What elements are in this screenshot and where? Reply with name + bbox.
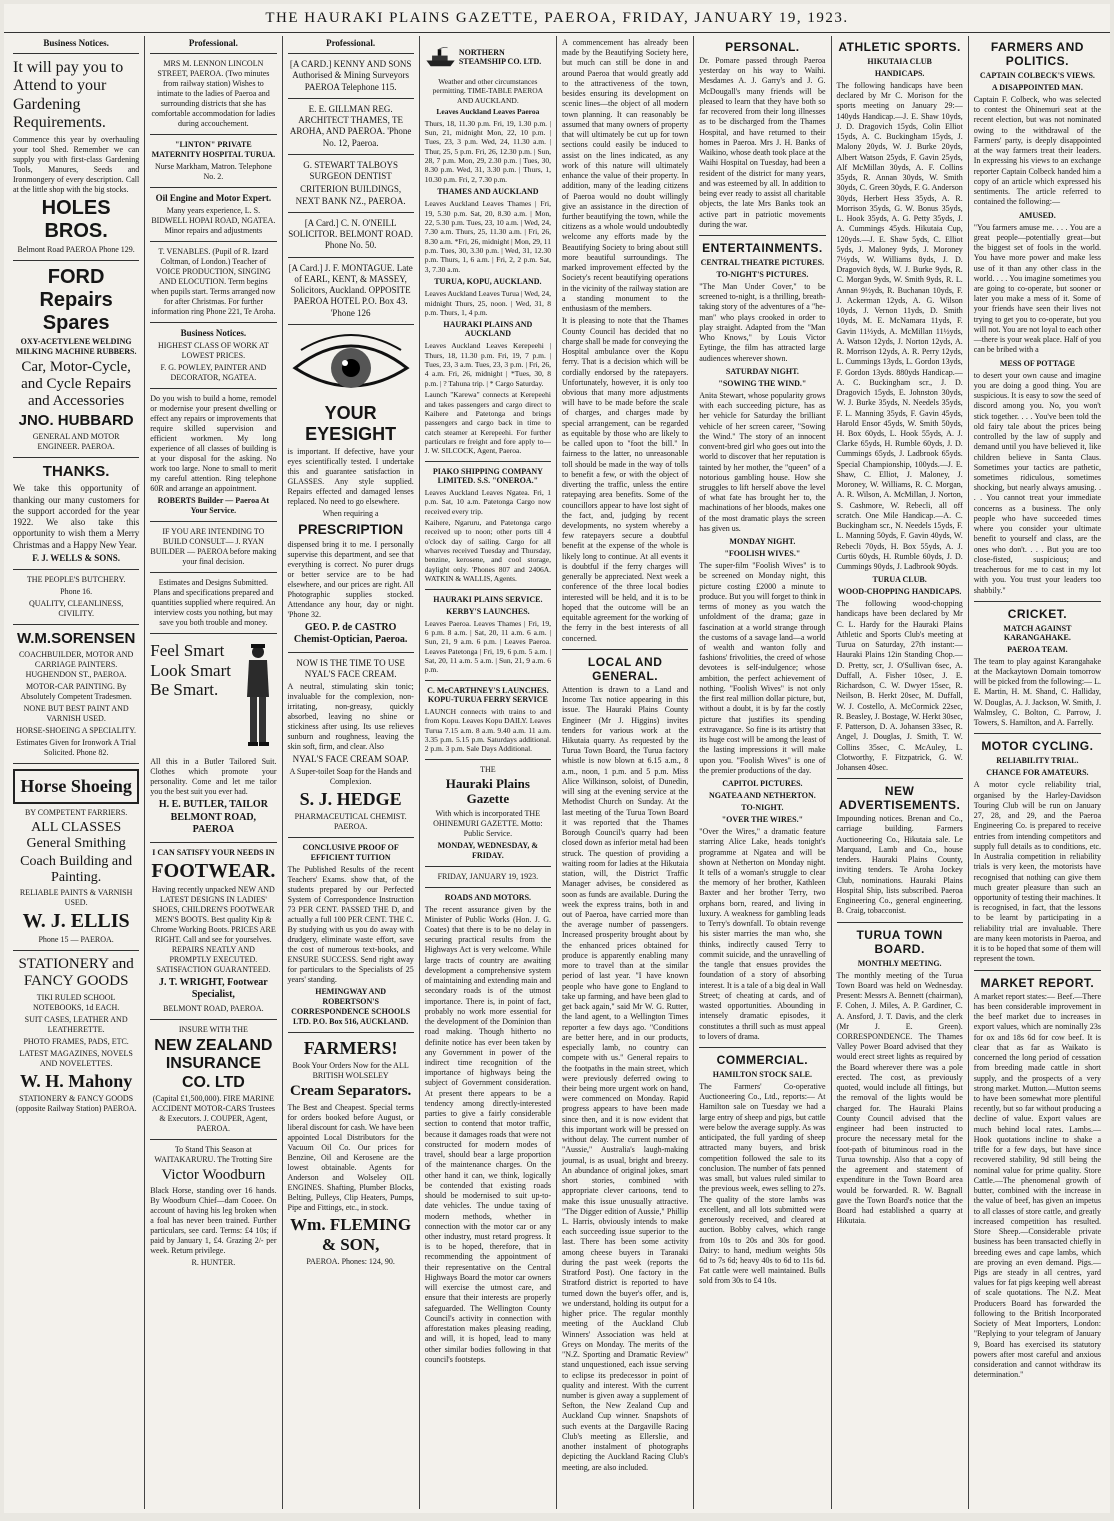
hemingway-name: HEMINGWAY AND ROBERTSON'S CORRESPONDENCE SCHOOLS LTD. P.O. Box 516, AUCKLAND. — [291, 987, 411, 1027]
column-5 — [557, 36, 694, 1509]
roads-heading: ROADS AND MOTORS. — [444, 892, 532, 902]
new-advertisements-body: Impounding notices. Brenan and Co., carriage building. Farmers Auctioneering Co., Hikutaia sale. Le Marquand, Lamb and Co., house tenders. Hauraki Plains County, inviting tenders. Te Aroha Jockey Club, nominations. Hauraki Plains Hospital Ship, lists subscribed. Paeroa Engineering Co., general engineering. B. Craig, tobacconist. — [836, 814, 963, 916]
piako-heading: PIAKO SHIPPING COMPANY LIMITED. S.S. "ONEROA." — [432, 466, 543, 485]
divider — [150, 134, 276, 135]
footwear-body: Having recently unpacked NEW AND LATEST DESIGNS IN LADIES' SHOES, CHILDREN'S FOOTWEAR MEN'S BOOTS. Best quality Kip & Chrome Working Boots. PRICES ARE RIGHT. Call and see for yourselves. REPAIRS NEATLY AND PROMPTLY EXECUTED. SATISFACTION GUARANTEED. — [150, 884, 276, 974]
divider — [699, 1047, 825, 1048]
hedge-sub: PHARMACEUTICAL CHEMIST. PAEROA. — [294, 812, 407, 832]
chance-amateurs-heading: CHANCE FOR AMATEURS. — [986, 768, 1089, 778]
amused-heading: AMUSED. — [1019, 210, 1056, 220]
handicaps-heading: HANDICAPS. — [874, 69, 925, 78]
prescription-heading: PRESCRIPTION — [298, 520, 404, 537]
mccartney-heading: C. McCARTHNEY'S LAUNCHES. KOPU-TURUA FERRY SERVICE — [427, 685, 549, 704]
criterion-address: CRITERION BUILDINGS, NEXT BANK NZ., PAEROA. — [295, 184, 406, 206]
footwear-heading: FOOTWEAR. — [151, 859, 276, 882]
sowing-wind-body: Anita Stewart, whose popularity grows with each succeeding picture, has as her vehicle for Saturday the brilliant vehicle of her screen career, "Sowing the Wind." The story of an innocent convent-bred girl who goes out into the world to discover that her reputation is tainted by her mother, the "queen" of a notorious gambling house. How she struggles to lift herself above the level of what fate has brought her to, the machinations of her bloods, makes one of the most dramatic plays the screen has given us. — [699, 390, 826, 533]
divider — [288, 324, 414, 325]
divider — [974, 733, 1101, 734]
colbeck-body: Captain F. Colbeck, who was selected to contest the Ohinemuri seat at the recent election, but was not nominated owing to the withdrawal of the Farmers' party, is deeply disappointed at the way farmers treat their leaders. In expressing his views to an exchange reporter Captain Colbeck handed him a copy of an article which expressed his sentiments. The article referred to contained the following:— — [973, 95, 1101, 207]
hedge-name: S. J. HEDGE — [299, 789, 402, 810]
athletic-sports-heading: ATHLETIC SPORTS. — [838, 40, 961, 54]
farmers-politics-heading: FARMERS AND POLITICS. — [990, 40, 1084, 68]
new-advertisements-heading: NEW ADVERTISEMENTS. — [838, 784, 961, 813]
central-theatre-heading: CENTRAL THEATRE PICTURES. — [700, 257, 825, 267]
bidwell-ad: Many years experience, L. S. BIDWELL HOPAI ROAD, NGATEA. Minor repairs and adjustments — [151, 206, 276, 236]
venables-ad: T. VENABLES. (Pupil of R. Izard Coltman, of London.) Teacher of VOICE PRODUCTION, SINGING AND ELOCUTION. Term begins when pupils start. Terms arranged now for after Christmas. For further information ring Phone 221, Te Aroha. — [151, 247, 276, 317]
personal-body: Dr. Pomare passed through Paeroa yesterday on his way to Waihi. Mesdames A. J. Garry's and J. G. McDougall's many friends will be pleased to learn that they have both so far recovered from their long illnesses as to be discharged from the Thames Hospital, and have returned to their homes in Paeroa. Mrs J. H. Banks of Waikino, whose death took place at the Waihi Hospital on Tuesday, had been a resident of the district for many years, and was esteemed by all. In addition to being ever ready to assist all charitable objects, the late Mrs Banks took an active part in patriotic movements during the war. — [699, 56, 826, 229]
powley-ad: F. G. POWLEY, PAINTER AND DECORATOR, NGATEA. — [160, 363, 267, 383]
car-repairs-headline: Car, Motor-Cycle, and Cycle Repairs and Accessories — [21, 358, 132, 410]
piako-timetable: Leaves Auckland Leaves Ngatea. Fri, 1 p.m. Sat, 10 a.m. Patetonga Cargo now received every trip. — [424, 487, 551, 516]
oneill-ad: [A Card.] C. N. O'NEILL SOLICITOR. BELMONT ROAD. Phone No. 50. — [288, 217, 413, 251]
paeroa-team-heading: PAEROA TEAM. — [1007, 644, 1068, 654]
divider — [288, 154, 414, 155]
gazette-nameplate: Hauraki Plains Gazette — [445, 775, 530, 806]
divider — [13, 624, 139, 625]
masthead-title: THE HAURAKI PLAINS GAZETTE, PAEROA, FRIDAY, JANUARY 19, 1923. — [265, 9, 849, 26]
divider — [150, 1139, 276, 1140]
thames-auckland-heading: THAMES AND AUCKLAND — [437, 187, 539, 197]
kerby-timetable: Leaves Paeroa. Leaves Thames | Fri, 19, 6 p.m. 8 a.m. | Sat, 20, 11 a.m. 6 a.m. | Sun, 21, 9 a.m. 6 p.m. | Leaves Paeroa. Leaves Patetonga | Fri, 19, 6 p.m. 5 a.m. | Sat, 20, 11 a.m. 5 a.m. | Sun, 21, 9 a.m. 6 p.m. — [424, 618, 551, 675]
oil-engine-heading: Oil Engine and Motor Expert. — [155, 193, 272, 203]
turua-town-board-heading: TURUA TOWN BOARD. — [856, 927, 943, 956]
over-the-wires-heading: "OVER THE WIRES." — [721, 815, 804, 825]
linton-sub: Nurse Markham, Matron. Telephone No. 2. — [154, 162, 272, 181]
eyesight-body: is important. If defective, have your eyes scientifically tested. I undertake this and guarantee satisfaction in GLASSES. Any style supplied. Repairs effected and damaged lenses replaced. No need to go elsewhere. — [287, 446, 414, 506]
highest-class: HIGHEST CLASS OF WORK AT LOWEST PRICES. — [157, 341, 269, 361]
monday-night-heading: MONDAY NIGHT. — [729, 537, 796, 547]
divider — [425, 680, 551, 681]
tiki-notebooks: TIKI RULED SCHOOL NOTEBOOKS, 1d EACH. — [33, 992, 120, 1012]
prescription-body: dispensed bring it to me. I personally supervise this department, and see that everything is correct. No purer drugs or better service are to be had elsewhere, and our prices are right. All Photographic supplies stocked. Attendance any hour, day or night. 'Phone 32. — [287, 539, 414, 619]
roads-body: The recent assurance given by the Minister of Public Works (Hon. J. G. Coates) that there is to be no delay in securing practical results from the Highways Act is very welcome. While large tracts of country are awaiting development a comprehensive system of maintaining and extending main and secondary roads is of the utmost importance. There is, in point of fact, probably no work more essential for the development of the Dominion than road making. Though hitherto no definite notice has ever been taken by any Government in power of the indirect time recognition of the importance of highways being the subject of Government consideration. At present there appears to be a tendency among directly-interested parties to give a fairly considerable section to contend that motor traffic, because it damages roads that were not constructed for modern modes of travel, should bear a large proportion of the maintenance charges. On the other hand it can, we think, logically be contended that existing roads should be modernised to suit up-to-date vehicles. The undue taxing of modern methods, whether in connection with the motor car or any other industry, must retard progress. It is to be hoped, therefore, that in recommending the appointment of their representative on the Central Highways Board the motor car owners will exercise the utmost care, and ensure that their interests are properly safeguarded. The Wellington County Council's activity in connection with afforestation makes pleasing reading, and will, it is hoped, lead to many other similar bodies following in that council's footsteps. — [424, 904, 551, 1364]
column-3 — [283, 36, 420, 1509]
lennon-ad: MRS M. LENNON LINCOLN STREET, PAEROA. (Two minutes from railway station) Wishes to intimate to the ladies of Paeroa and surrounding districts that she has comfortable accommodation for ladies during accouchement. — [151, 59, 276, 128]
divider — [150, 1019, 276, 1020]
holes-bros-address: Belmont Road PAEROA Phone 129. — [17, 244, 135, 254]
motor-cycling-heading: MOTOR CYCLING. — [981, 739, 1094, 754]
divider — [425, 866, 551, 867]
gentleman-figure-icon — [239, 642, 277, 752]
wright-name: J. T. WRIGHT, Footwear Specialist, — [159, 976, 268, 1001]
paeroa-team-body: The team to play against Karangahake at the Mackaytown Domain tomorrow will be picked from the following:— L. E. Martin, H. M. Shand, C. Halliday, W. Douglas, A. J. Jackson, W. Smith, J. Walmsley, C. Bolton, C. Parrow, J. Towers, S. Hamilton, and A. Farrelly. — [973, 656, 1101, 728]
divider — [150, 388, 276, 389]
hauraki-auckland-heading: HAURAKI PLAINS AND AUCKLAND — [443, 320, 533, 339]
sorensen-sub: COACHBUILDER, MOTOR AND CARRIAGE PAINTERS. HUGHENDON ST., PAEROA. — [18, 650, 134, 680]
nyal-body: A neutral, stimulating skin tonic; invaluable for the complexion, non-irritating, non-greasy, quickly absorbed, leaving no shine or stickiness after using. Its use relieves sunburn and roughness, leaving the skin soft, firm, and clear. Also — [287, 682, 414, 752]
divider — [288, 98, 414, 99]
amused-body: "You farmers amuse me. . . . You are a great people—potentially great—but the biggest set of fools in the world. You have more power and make less use of it than any other class in the world. . . . You imagine sometimes you are going to co-operate, but sooner or later you make a mess of it. Some of your friends have seen their lives not trying to get you to co-operate, but you will not. You are not loyal to each other—there is your weak place. Half of you can be bribed with a — [973, 222, 1101, 355]
disappointed-man-heading: A DISAPPOINTED MAN. — [991, 83, 1083, 92]
divider — [13, 457, 139, 458]
section-header: Business Notices. — [180, 328, 247, 339]
hps-heading: HAURAKI PLAINS SERVICE. — [433, 594, 543, 604]
nyal-soap-body: A Super-toilet Soap for the Hands and Complexion. — [289, 767, 412, 787]
hubbard-sub: GENERAL AND MOTOR ENGINEER. PAEROA. — [32, 432, 120, 452]
competent-farriers: BY COMPETENT FARRIERS. — [24, 807, 128, 817]
divider — [13, 260, 139, 261]
columns — [8, 36, 1106, 1509]
mahony-name: W. H. Mahony — [19, 1070, 133, 1091]
divider — [837, 922, 963, 923]
stationery-heading: STATIONERY and FANCY GOODS — [18, 956, 134, 990]
foolish-wives-body: The super-film "Foolish Wives" is to be screened on Monday night, this picture costing £2000 a minute to produce. But you will forget to think in terms of money as you watch the unfoldment of the drama; gaze in fascination at a world strange through the customs of a savage land—a world of wealth and wanton folly and fashions' frivolities, the creed of whose devotees is self-indulgence; whose ambition, the perfect achievement of nothing. "Foolish Wives" is not only the first real million dollar picture, but, without a doubt, it is by far the costly picture that justifies its spending extravagance. So fine is its artistry that its huge cost will be among the least of the lasting impressions it will make upon you. "Foolish Wives" is one of the premier productions of the day. — [699, 561, 826, 775]
divider — [13, 950, 139, 951]
horse-shoeing-speciality: HORSE-SHOEING A SPECIALITY. — [16, 726, 136, 736]
hikutaia-club-heading: HIKUTAIA CLUB — [867, 57, 932, 66]
divider — [288, 1032, 414, 1033]
holes-bros-name: HOLES BROS. — [41, 196, 111, 242]
commercial-heading: COMMERCIAL. — [716, 1052, 809, 1067]
turua-timetable: Leaves Auckland Leaves Turua | Wed, 24, midnight Thurs, 25, noon. | Wed, 31, 8 p.m. Thurs, 1, 4 p.m. — [424, 289, 551, 317]
local-general-heading: LOCAL AND GENERAL. — [587, 654, 663, 683]
karangahake-match-heading: MATCH AGAINST KARANGAHAKE. — [1003, 623, 1072, 642]
estimates-ad: Estimates and Designs Submitted. Plans and specifications prepared and quantities supplied where required. An interview costs you nothing, but may save you both trouble and money. — [151, 578, 276, 628]
divider — [562, 649, 688, 650]
divider — [974, 970, 1101, 971]
divider — [150, 633, 276, 634]
gazette-days: MONDAY, WEDNESDAY, & FRIDAY. — [437, 840, 539, 860]
conclusive-body: The Published Results of the recent Teachers' Exams. show that, of the students prepared by our Perfected System of Correspondence Instruction 73 PER CENT. PASSED THE D, and actually a full 100 PER CENT. THE C. By studying with us you do away with drudgery, eliminate waste effort, save the cost of numerous text-books, and ENSURE SUCCESS. Send right away for particulars to the Specialists of 25 years' standing. — [287, 865, 414, 985]
cricket-heading: CRICKET. — [1007, 606, 1068, 621]
sorensen-name: W.M.SORENSEN — [16, 630, 136, 648]
divider — [288, 837, 414, 838]
insure-with: INSURE WITH THE — [178, 1024, 248, 1034]
steam-timetable: Thurs, 18, 11.30 p.m. Fri, 19, 1.30 p.m. | Sun, 21, midnight Mon, 22, 10 p.m. | Tues, 23, 3 p.m. Wed, 24, 11.30 a.m. | Thur, 25, 5 p.m. Fri, 26, 12.30 p.m. | Sun, 28, 7 p.m. Mon, 29, 2.30 p.m. | Tues, 30, 8.30 p.m. Wed, 31, 3.30 p.m. | Thurs, 1, 10.30 p.m. Fri, 2, 7.30 p.m. — [424, 118, 551, 184]
column-2 — [145, 36, 282, 1509]
ngatea-netherton-heading: NGATEA AND NETHERTON. — [708, 791, 816, 801]
gillman-ad: E. E. GILLMAN REG. ARCHITECT THAMES, TE AROHA, AND PAEROA. 'Phone No. 12, Paeroa. — [289, 103, 412, 148]
section-header: Business Notices. — [43, 38, 109, 48]
tonight-heading: TO-NIGHT. — [741, 803, 784, 813]
sowing-wind-heading: "SOWING THE WIND." — [718, 378, 807, 388]
coach-building: Coach Building and Painting. — [20, 853, 133, 886]
wright-address: BELMONT ROAD, PAEROA. — [163, 1003, 264, 1013]
steamship-sub: Weather and other circumstances permitting. TIME-TABLE PAEROA AND AUCKLAND. — [432, 77, 544, 105]
over-the-wires-body: "Over the Wires," a dramatic feature starring Alice Lake, heads tonight's programme at Ngatea and will be shown at Netherton on Monday night. It tells of a woman's struggle to clear the memory of her brother, Kathleen Baxter and her brother Terry, two orphans born, reared, and living in luxury. A weakness for gambling leads to Terry's downfall. To obtain revenge his sister marries the man who, she thinks, indirectly caused Terry to commit suicide, and the unravelling of the tangle that ensues provides the foundation of a story of absorbing interest. It is a tale of a big deal in Wall Street; of cheating at cards, and of wasted opportunities. Abounding in intensely dramatic episodes, it constitutes a thrill such as must appeal to lovers of drama. — [699, 827, 826, 1041]
divider — [150, 241, 276, 242]
suit-cases: SUIT CASES, LEATHER AND LEATHERETTE. — [24, 1014, 128, 1034]
butler-ad — [150, 639, 276, 755]
latest-magazines: LATEST MAGAZINES, NOVELS AND NOVELETTES. — [19, 1048, 133, 1068]
nz-insurance-name: NEW ZEALAND INSURANCE CO. LTD — [154, 1036, 273, 1091]
mahony-sub: STATIONERY & FANCY GOODS (opposite Railway Station) PAEROA. — [15, 1093, 137, 1113]
roberts-ad: ROBERTS Builder — Paeroa At Your Service. — [157, 496, 270, 516]
builder-ad-body: Do you wish to build a home, remodel or modernise your present dwelling or effect any repairs or improvements that require skilled supervision and efficient workmen. My long experience of all classes of building is at your disposal for the asking. No work too large. None to small to merit my careful attention. Ring telephone 60R and arrange an appointment. — [150, 394, 277, 494]
divider — [288, 652, 414, 653]
divider — [150, 53, 276, 54]
farmers-heading: FARMERS! — [303, 1038, 398, 1059]
gardening-ad-headline: It will pay you to Attend to your Gardening Requirements. — [13, 59, 124, 132]
steam-columns: Leaves Auckland Leaves Paeroa — [436, 107, 540, 117]
cream-separators-body: The Best and Cheapest. Special terms for orders booked before August, or liberal discount for cash. We have been appointed Local Distributors for the Vacuum Oil Co. Our prices for Benzine, Oil and Kerosene are the lowest obtainable. Agents for Anderson and Wolseley OIL ENGINES. Shafting, Plumber Blocks, Belting, Pulleys, Clip Heaters, Pumps, Pipe and Fittings, etc., in stock. — [287, 1102, 414, 1212]
column-7 — [832, 36, 969, 1509]
kerby-heading: KERBY'S LAUNCHES. — [446, 606, 530, 616]
entertainments-heading: ENTERTAINMENTS. — [702, 240, 823, 255]
turua-kopu-heading: TURUA, KOPU, AUCKLAND. — [434, 277, 542, 287]
monthly-meeting-heading: MONTHLY MEETING. — [857, 958, 942, 968]
column-8 — [969, 36, 1106, 1509]
gazette-the: THE — [480, 764, 496, 774]
feel-smart-headline: Feel Smart Look Smart Be Smart. — [150, 641, 231, 700]
footwear-intro: I CAN SATISFY YOUR NEEDS IN — [152, 847, 275, 857]
gardening-ad-body: Commence this year by overhauling your tool Shed. Remember we can supply you with first-class Gardening Tools, Manures, Seeds and Ironmongery of every description. Call at the little shop with the big stocks. — [13, 134, 140, 194]
divider — [13, 763, 139, 764]
divider — [425, 759, 551, 760]
nz-insurance-sub: (Capital £1,500,000). FIRE MARINE ACCIDENT MOTOR-CARS Trustees & Executors. J. COUPER, Agent, PAEROA. — [151, 1093, 276, 1133]
issue-date: FRIDAY, JANUARY 19, 1923. — [437, 871, 539, 881]
mccartney-body: LAUNCH connects with trains to and from Kopu. Leaves Kopu DAILY. Leaves Turua 7.15 a.m. 8 a.m. 9.40 a.m. 11 a.m. 3.35 p.m. 5.15 p.m. Saturdays additional. 2 p.m. 3 p.m. Sale Days Additional. — [424, 706, 551, 754]
estimates-given: Estimates Given for Ironwork A Trial Solicited. Phone 82. — [16, 738, 137, 758]
fleming-sub: PAEROA. Phones: 124, 90. — [306, 1256, 395, 1266]
hamilton-sale-body: The Farmers' Co-operative Auctioneering Co., Ltd., reports:— At Hamilton sale on Tuesday we had a large entry of sheep and pigs, but cattle were below the average supply. As was anticipated, the full yarding of sheep attracted many buyers, and brisk competition followed the sale to its conclusion. The number of fats penned was small, but values ruled similar to the previous week, ewes selling to 27s. The quality of the store lambs was excellent, and all lots submitted were generously received, and cleared at auction. Bobby calves, which range from 10s to 20s and 30s for good. Dairy: to hand, medium weights 50s 6d to 7s 6d; heavy 40s to 6d to 11s 6d. Fat cattle were well maintained. Bulls sold from 30s to £4 10s. — [699, 1081, 826, 1286]
handicaps-body: The following handicaps have been declared by Mr C. Morison for the sports meeting on January 29:— 140yds Handicap.—J. E. Shaw 10yds, J. D. Dragovich 15yds, Colin Elliot 15yds, A. C. Buckingham 15yds, J. Malony 20yds, W. J. Burke 20yds, Albert Watson 25yds, F. Gavin 25yds, Alf McMillan 30yds, A. F. Collins 35yds, R. Annan 30yds, W. Smith 30yds, C. Green 30yds, F. G. Anderson 30yds, Herbert Hess 35yds, A. R. Morrison 35yds, G. W. Bonus 35yds, L. Hook 35yds, A. G. Petty 35yds, J. A. Cummings 45yds. Hikutaia Cup, 120yds.—J. E. Shaw 5yds, C. Elliot 5yds, J. Maloney 9yds, J. Moroney 7½yds, W. Williams 8yds, J. D. Dragovich 8yds, W. J. Burke 9yds, R. C. Morgan 9yds, W. Smith 9yds, R. L. Annan 9½yds, R. Buchanan 10yds, F. J. Ackerman 12yds, A. G. Wilson 10yds, J. Vernon 11yds, D. Smith 10yds, M. E. McNamara 11yds, F. Gavin 11½yds, A. McMillan 11½yds, A. Watson 12yds, J. Norton 12yds, A. R. Morrison 12yds, A. R. Perry 12yds, L. Cummings 13yds, L. Gordon 13yds, F. Gordon 13yds. 880yds Handicap.—A. C. Buckingham scr., J. D. Dragovich 15yds, E. Johnston 30yds, W. J. Burke 35yds, N. Needels 35yds, F. L. Manning 35yds, F. Gavin 45yds, Harold Ensor 45yds, W. Smith 50yds, H. Box 60yds, L. Hook 55yds, A. J. Clarke 65yds, H. Rumble 60yds, J. D. Cummings 65yds, J. Ladbrook 65yds. Special Championship, 100yds.—J. E. Shaw, C. Elliot, J. Maloney, J. Moroney, W. Williams, R. C. Morgan, A. R. Wilson, A. McMillan, J. Norton, S. Cashmore, W. Rebecli, all off scratch. One Mile Handicap.—A. C. Buckingham scr., N. Needels 15yds, F. L. Manning 50yds, F. Gavin 40yds, W. Rebecli 70yds, H. Box 55yds, A. J. Curtis 60yds, H. Rumble 60yds, J. D. Cummings 90yds, J. Ladbrook 90yds. — [836, 81, 963, 572]
butler-ad-body: All this in a Butler Tailored Suit. Clothes which promote your personality. Come and let me tailor you the best suit you ever had. — [150, 757, 277, 797]
nyal-soap-heading: NYAL'S FACE CREAM SOAP. — [292, 754, 409, 765]
divider — [974, 601, 1101, 602]
wood-chopping-heading: WOOD-CHOPPING HANDICAPS. — [837, 587, 962, 597]
section-header: Professional. — [188, 38, 238, 48]
hunter-signature: R. HUNTER. — [191, 1258, 236, 1268]
butchery-phone: Phone 16. — [60, 587, 93, 597]
photo-frames: PHOTO FRAMES, PADS, ETC. — [23, 1036, 129, 1046]
ryan-ad: IF YOU ARE INTENDING TO BUILD CONSULT— J. RYAN BUILDER — PAEROA before making your final decision. — [150, 527, 277, 567]
column-1 — [8, 36, 145, 1509]
tonights-pictures-heading: TO-NIGHT'S PICTURES. — [716, 269, 809, 279]
karewa-notice: Launch "Karewa" connects at Kerepeehi and takes passengers and cargo direct to Kaihere and Patetonga and brings passengers and cargo back in time to catch steamer at Kerepeehi. For further particulars re freight and fore apply to— J. W. SILCOCK, Agent, Paeroa. — [424, 390, 551, 456]
ford-ad-headline: FORD Repairs Spares — [39, 265, 113, 334]
steamship-company: NORTHERN STEAMSHIP CO. LTD. — [458, 48, 542, 66]
eye-illustration-icon — [291, 330, 411, 400]
tonights-pictures-body: "The Man Under Cover," to be screened to-night, is a thrilling, breath-taking story of the adventures of a "he-man" who plays crooked in order to play straight. Adapted from the "Man Who Knows," by Louis Victor Eytinge, the film has attracted large audiences wherever shown. — [699, 281, 826, 363]
butchery-motto: QUALITY, CLEANLINESS, CIVILITY. — [28, 599, 124, 619]
talboys-name: G. STEWART TALBOYS SURGEON DENTIST — [303, 159, 398, 181]
divider — [150, 322, 276, 323]
steamship-icon — [425, 42, 456, 72]
gazette-sub: With which is incorporated THE OHINEMURI GAZETTE. Motto: Public Service. — [433, 808, 543, 838]
divider — [425, 461, 551, 462]
ford-ad-sub: OXY-ACETYLENE WELDING MILKING MACHINE RUBBERS. — [15, 336, 137, 356]
divider — [150, 521, 276, 522]
horse-shoeing-heading: Horse Shoeing — [20, 776, 132, 797]
saturday-night-heading: SATURDAY NIGHT. — [725, 366, 799, 376]
butchery-name: THE PEOPLE'S BUTCHERY. — [26, 575, 126, 585]
linton-hospital: "LINTON" PRIVATE MATERNITY HOSPITAL TURUA. — [151, 140, 276, 159]
conclusive-heading: CONCLUSIVE PROOF OF EFFICIENT TUITION — [302, 843, 399, 863]
market-report-heading: MARKET REPORT. — [980, 975, 1095, 990]
reliability-trial-body: A motor cycle reliability trial, organised by the Harley-Davidson Touring Club will be run on January 27, 28, and 29, and the Paeroa Engineering Co. is prepared to receive entries from intending competitors and supply full details as to conditions, etc. In Australia competition in reliability trials is very keen, the motorists have recognised that nothing can give them much greater pleasure than such an opportunity of testing their machines. It is recognised, in fact, that the lessons to be learnt by participating in a reliability trial are invaluable. There are many keen motorists in Paeroa, and it is to be hoped that some of them will represent the town. — [973, 780, 1101, 964]
divider — [288, 212, 414, 213]
de-castro-name: GEO. P. de CASTRO Chemist-Optician, Paeroa. — [293, 621, 408, 646]
eyesight-heading: YOUR EYESIGHT — [305, 402, 397, 444]
local-general-body: Attention is drawn to a Land and Income Tax notice appearing in this issue. The Hauraki Plains County Engineer (Mr J. Higgins) invites tenders for various work at the Hikutaia quarry. As requested by the Turua Town Board, the Turua factory whistle is now blown at 6.15 a.m., 8 a.m., noon, 1 p.m. and 5 p.m. Miss Alice Wilkinson, soloist, of Dunedin, will sing at the evening service at the Methodist Church on Sunday. At the last meeting of the Turua Town Board it was reported that the Thames Borough Council's quarry had been closed down as inferior metal had been struck. The question of providing a waiting room for ladies at the Hikutaia station, will, the District Traffic Manager advises, be considered as soon as funds are available. During the week the express trains, both in and out of Paeroa, have carried more than the average number of passengers. Increased prosperity brought about by the enhanced prices obtained for produce is apparently enabling many more to travel than at the similar period of last year. "I have known people who have gone to England to take up farming, and have been glad to get back again," said Mr W. G. Rutter, the land agent, to a Wellington Times reporter a few days ago. "Conditions are better here, and in our products, especially lamb, no country can compete with us." General repairs to the footpaths in the main street, which were previously deferred owing to their being more urgent work on hand, were commenced on Monday. Rapid progress appears to have been made since then, and it is now evident that this important work will be pressed on without delay. The current number of "Aussie," Australia's laugh-making journal, is as usual, bright and breezy. An abundance of original jokes, smart short stories, combined with appropriate clever cartoons, tend to make this issue unusually attractive. "The Digger edition of Aussie," Phillip L. Harris, obviously intends to make each succeeding issue superior to the last. There has been some activity among cheese buyers in Taranaki during the past week (reports the Stratford Post). One factory in the Stratford district is reported to have turned down the buyer's offer, and is, we understand, holding its output for a higher price. The regular monthly meeting of the Auckland Club Winners' Association was held at Greys on Monday. The merits of the "N.Z. Sporting and Dramatic Review" stand unquestioned, each issue serving to eclipse its predecessor in point of quality and interest. With the current number is given away a supplement of Sefton, the New Zealand Cup and Auckland Cup winner. Snapshots of such events at the Dargaville Racing Club's meeting as Ellerslie, and another instalment of photographs depicting the Auckland Racing Club's meeting, are also included. — [562, 684, 689, 1472]
thanks-heading: THANKS. — [42, 463, 110, 481]
capitol-pictures-heading: CAPITOL PICTURES. — [722, 779, 803, 789]
kopu-ferry-body: It is pleasing to note that the Thames County Council has decided that no charge shall be made for conveying the Hospital ambulance over the Kopu ferry. That is a decision which will be cordially endorsed by the ratepayers. Unfortunately, however, it is only too obvious that many more adjustments will have to be made before the scale of charges, and charges made by special arrangement, can be regarded as equitable by those who are likely to be called upon to "foot the bill." In fairness to the latter, no unreasonable toll should be made in the way of tolls to benefit a few, or with the object of diverting the traffic, unless the entire ratepaying area benefits. Some of the councillors appear to have lost sight of the fact, and, judging by recent developments, no system whereby a few ratepayers secure a doubtful benefit at the expense of the whole is likely long to continue. At all events it is doubtful if the ferry charges will generally be appreciated. Next week a conference of the three local bodies interested will be held, and it is to be hoped that the outcome will be an equitable agreement for the working of the ferry in the best interests of all concerned. — [562, 316, 689, 643]
none-but-best: NONE BUT BEST PAINT AND VARNISH USED. — [23, 704, 129, 724]
beautifying-body: A commencement has already been made by the Beautifying Society here, but much can still be done in and around Paeroa that would greatly add to the attractiveness of the town, besides ensuring its development on scenic lines—the object of all modern town planning. It can reasonably be assumed that many owners of property that will ultimately be cut up for town sections could easily be induced to assist on the lines indicated, as any work of this nature will ultimately enhance the value of their property. In addition, many of the leading citizens of Paeroa would no doubt willingly give an assistance in the direction of further beautifying the town, while the citizens as a whole would undoubtedly welcome any efforts made by the Beautifying Society to bring about still more beautiful surroundings. The marked improvement effected by the Society's recent beautifying operations in the vicinity of the railway station are a standing monument to the enthusiasm of the members. — [562, 38, 689, 314]
divider — [150, 187, 276, 188]
kenny-sons-ad: [A CARD.] KENNY AND SONS Authorised & Mining Surveyors PAEROA Telephone 115. — [289, 59, 412, 92]
monthly-meeting-body: The monthly meeting of the Turua Town Board was held on Wednesday. Present: Messrs A. Bennett (chairman), F. Cohen, J. Miles, A. P. Gardiner, C. A. Ansford, J. T. Davis, and the clerk (Mr J. E. Green). CORRESPONDENCE. The Thames Valley Power Board advised that they would erect street lights as required by the Board wherever there was a pole erected. The cost, as previously quoted, would include all fittings, but the removal of the lights would be charged for. The Hauraki Plains County Council advised that the engineer had been instructed to procure the necessary metal for the foot-path of bituminous road in the Turua township. Also that a copy of the agreement and statement of expenditure in the Town Board area would be forwarded. R. W. Bagnall gave the Town Board's notice that the Board had established a quarry at Hikutaia. — [836, 970, 963, 1226]
market-report-body: A market report states:— Beef.—There has been considerable improvement in the beef market due to increases in export values, which are nominally 23s for ox and 18s 6d for cow beef. It is clear that as far as Waikato is concerned the long period of cessation from breeding made cattle in short supply, and the prospects of a very strong market. Mutton.—Mutton seems to have been somewhat more plentiful recently, but so far without producing a decline of value. Export values are much behind local rates. Lambs.—Hook quotations incline to shake a trifle for a few days, but have since recovered stability, 9d still being the nominal value for prime quality. Store Cattle.—The phenomenal growth of butter, combined with the increase in the value of beef, has given an impetus to all classes of store cattle, and greatly increased competition has resulted. Store Sheep.—Considerable private business has been transacted chiefly in breeding ewes and cape lambs, which are proving an even demand. Pigs.—Pigs are steady in all centres, yard values for fat pigs keeping well abreast of scale quotations. The N.Z. Meat Producers Board has forwarded the following to the British Incorporated Society of Meat Importers, London: "Replying to your telegram of January 9, Board has exercised its statutory powers after most careful and anxious consideration and cannot withdraw its determination." — [973, 991, 1101, 1380]
divider — [13, 569, 139, 570]
reliability-trial-heading: RELIABILITY TRIAL. — [996, 756, 1079, 766]
divider — [288, 53, 414, 54]
column-4 — [420, 36, 557, 1509]
thanks-body: We take this opportunity of thanking our many customers for the support accorded for the year 1922. We also take this opportunity to wish them a Merry Christmas and a Happy New Year. — [13, 483, 140, 550]
colbeck-views-heading: CAPTAIN COLBECK'S VIEWS. — [979, 71, 1095, 80]
pottage-body: to desert your own cause and imagine you are doing a good thing. You are suspicious. It is easy to sow the seed of discord among you. No, you won't stick together. . . . You've been told the old fairy tale about the prices being controlled by the law of supply and demand until you have believed it, like children believe in Santa Claus. Sometimes your tactics are pathetic, sometimes ridiculous, sometimes shocking, but nearly always amusing. . . . You cannot treat your immediate concerns as a business. The only people who have succeeded times where you consider your ultimate benefit to yourself and class, are the ones who don't. . . . But you are too close-fisted, suspicious; and treacherous for me to cast in my lot with you. You trust your leaders too shabbily." — [973, 370, 1101, 595]
column-6 — [694, 36, 831, 1509]
reliable-paints: RELIABLE PAINTS & VARNISH USED. — [19, 888, 133, 908]
ellis-name: W. J. ELLIS — [22, 910, 130, 933]
foolish-wives-heading: "FOOLISH WIVES." — [724, 549, 801, 559]
victor-woodburn-name: Victor Woodburn — [161, 1166, 266, 1183]
divider — [699, 235, 825, 236]
cream-separators-heading: Cream Separators. — [289, 1083, 412, 1100]
steamship-heading-row — [425, 39, 551, 75]
newspaper-page — [4, 4, 1110, 1513]
motor-car-painting: MOTOR-CAR PAINTING. By Absolutely Competent Tradesmen. — [20, 682, 132, 702]
section-header: Professional. — [326, 38, 376, 48]
personal-heading: PERSONAL. — [725, 40, 800, 54]
montague-ad: [A Card.] J. F. MONTAGUE. Late of EARL, KENT, & MASSEY, Solicitors, Auckland. OPPOSITE PAEROA HOTEL P.O. Box 43. 'Phone 126 — [288, 262, 413, 318]
wood-chopping-body: The following wood-chopping handicaps have been declared by Mr C. L. Hardy for the Hauraki Plains Athletic and Sports Club's meeting at Turua on Saturday, 27th instant:— Hauraki Plains 12in Standing Chop.—D. Pretty, scr, J. O'Sullivan 6sec, A. Duffall, A. Fisher 10sec, J. E. Richardson, C. W. Dwyer 15sec, R. Neilson, B. Herkt 20sec, M. Duffall, W. J. Costello, A. McCormick 22sec, R. Beasley, J. Bostage, W. Herkt 30sec, F. Patterson, D. A. Johansen 33sec, R. Angel, J. Douglas, J. Smith, T. W. Collins 35sec, C. McAuley, L. Clotworthy, F. Fitzpatrick, G. W. Johansen 40sec. — [836, 599, 963, 772]
fleming-name: Wm. FLEMING & SON, — [290, 1214, 412, 1254]
farmers-intro: Book Your Orders Now for the ALL BRITISH WOLSELEY — [292, 1061, 409, 1081]
horse-shoeing-box — [13, 769, 139, 804]
stand-notice: To Stand This Season at WAITAKARURU. The Trotting Sire — [154, 1144, 273, 1164]
hauraki-timetable: Leaves Auckland Leaves Kerepeehi | Thurs, 18, 11.30 p.m. Fri, 19, 7 p.m. | Tues, 23, 3 a.m. Tues, 23, 3 p.m. | Fri, 26, 4 a.m. Fri, 26, midnight | *Tues, 30, 8 p.m. | ? Tahuna trip. | * Cargo Saturday. — [424, 341, 551, 388]
divider — [150, 842, 276, 843]
divider — [288, 257, 414, 258]
divider — [837, 778, 963, 779]
thanks-signature: F. J. WELLS & SONS. — [32, 552, 121, 563]
mess-of-pottage-heading: MESS OF POTTAGE — [999, 358, 1075, 368]
masthead — [4, 4, 1110, 33]
butler-name: H. E. BUTLER, TAILOR BELMONT ROAD, PAEROA — [158, 799, 268, 836]
thames-timetable: Leaves Auckland Leaves Thames | Fri, 19, 5.30 p.m. Sat, 20, 8.30 a.m. | Mon, 22, 5.30 p.m. Tues, 23, 10 a.m. | Wed, 24, 7.30 a.m. Thurs, 25, 11.30 a.m. | Fri, 26, 8.30 a.m. *Fri, 26, midnight | Mon, 29, 11 p.m. Tues, 30, 3.30 p.m. | Wed, 31, 12.30 p.m. Thurs, 1, 6 a.m. | Fri, 2, 2 p.m. Sat, 3, 7.30 a.m. — [424, 199, 551, 274]
nyal-heading: NOW IS THE TIME TO USE NYAL'S FACE CREAM. — [296, 657, 405, 679]
divider — [425, 589, 551, 590]
divider — [150, 572, 276, 573]
hamilton-sale-heading: HAMILTON STOCK SALE. — [712, 1069, 812, 1079]
turua-club-heading: TURUA CLUB. — [872, 575, 927, 585]
piako-body: Kaihere, Ngaruru, and Patetonga cargo received up to noon; other ports till 4 o'clock day of sailing. Cargo for all wharves received Tuesday and Thursday, benzine, kerosene, and cool storage, daylight only. 'Phones 807 and 2406A. WATKIN & WALLIS, Agents. — [424, 517, 551, 584]
divider — [13, 53, 139, 54]
divider — [425, 887, 551, 888]
general-smithing: ALL CLASSES General Smithing — [26, 819, 126, 851]
victor-woodburn-body: Black Horse, standing over 16 hands. By Woodburn Chief—dam Cooee. On account of having his leg broken when a foal has never been trained. Further particulars, see card. Terms: £4 10s; if paid by January 1, £4. Grazing 2/- per week. Return privilege. — [150, 1186, 277, 1256]
hubbard-name: JNO. HUBBARD — [18, 412, 134, 430]
prescription-intro: When requiring a — [322, 508, 379, 518]
ellis-phone: Phone 15 — PAEROA. — [38, 935, 114, 945]
